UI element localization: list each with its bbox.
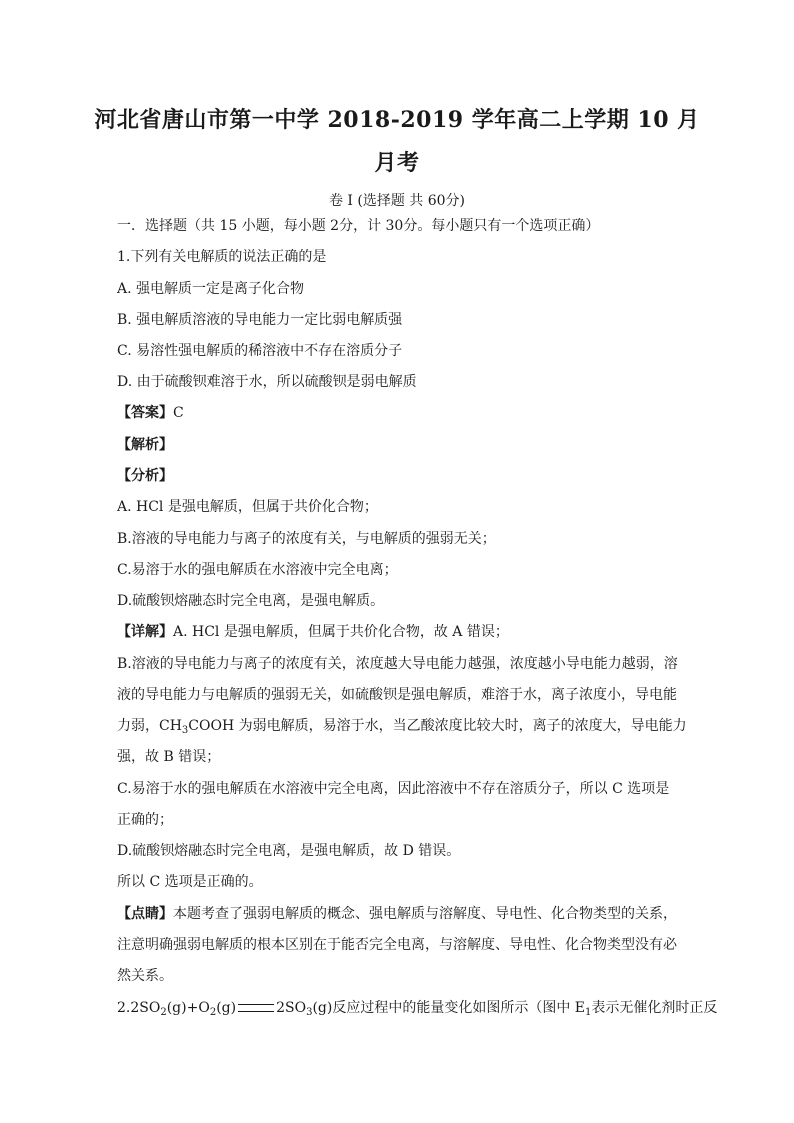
- detail-line: C.易溶于水的强电解质在水溶液中完全电离，因此溶液中不存在溶质分子，所以 C 选项是: [117, 781, 670, 797]
- subscript: 2: [209, 1007, 217, 1018]
- option-c: C. 易溶性强电解质的稀溶液中不存在溶质分子: [117, 343, 403, 359]
- option-d: D. 由于硫酸钡难溶于水，所以硫酸钡是弱电解质: [117, 374, 417, 390]
- volume-subtitle: 卷 I (选择题 共 60分): [328, 193, 466, 209]
- document-title-line2: 月考: [374, 150, 420, 176]
- dianjing-line: 然关系。: [117, 968, 173, 984]
- question-2-stem: [117, 999, 718, 1022]
- q2-text: 表示无催化剂时正反: [591, 1000, 718, 1016]
- detail-tag: 【详解】: [117, 624, 173, 640]
- fenxi-tag: 【分析】: [117, 468, 173, 484]
- detail-line: [117, 717, 687, 740]
- detail-line: D.硫酸钡熔融态时完全电离，是强电解质，故 D 错误。: [117, 843, 461, 859]
- q2-text: (g): [216, 1000, 237, 1016]
- subscript: 2: [160, 1007, 167, 1018]
- jiexi-tag: 【解析】: [117, 437, 173, 453]
- question-1-stem: 1.下列有关电解质的说法正确的是: [117, 249, 327, 265]
- q2-text: 2.2SO: [117, 1000, 161, 1016]
- subscript: 3: [306, 1007, 313, 1018]
- detail-line: 正确的；: [117, 812, 173, 828]
- document-title: 河北省唐山市第一中学 2018-2019 学年高二上学期 10 月: [94, 107, 700, 133]
- detail-text: A. HCl 是强电解质，但属于共价化合物，故 A 错误；: [173, 624, 509, 640]
- analysis-line: D.硫酸钡熔融态时完全电离，是强电解质。: [117, 593, 385, 609]
- detail-line: [117, 623, 679, 641]
- q2-text: (g)+O: [166, 1000, 210, 1016]
- q2-text: 2SO: [276, 1000, 307, 1016]
- detail-line: 液的导电能力与电解质的强弱无关，如硫酸钡是强电解质，难溶于水，离子浓度小，导电能: [117, 687, 677, 703]
- analysis-line: B.溶液的导电能力与离子的浓度有关，与电解质的强弱无关；: [117, 531, 496, 547]
- section-heading: 一．选择题（共 15 小题，每小题 2分，计 30分。每小题只有一个选项正确）: [117, 218, 600, 234]
- dianjing-tag: 【点睛】: [117, 906, 173, 922]
- option-a: A. 强电解质一定是离子化合物: [117, 281, 305, 297]
- subscript: 1: [585, 1007, 592, 1018]
- dianjing-text: 本题考查了强弱电解质的概念、强电解质与溶解度、导电性、化合物类型的关系，: [173, 906, 677, 922]
- dianjing-line: 注意明确强弱电解质的根本区别在于能否完全电离，与溶解度、导电性、化合物类型没有必: [117, 937, 677, 953]
- subscript: 3: [181, 725, 189, 736]
- dianjing-line: [117, 905, 679, 923]
- answer-tag: 【答案】: [117, 405, 173, 421]
- q2-text: (g)反应过程中的能量变化如图所示（图中 E: [312, 1000, 585, 1016]
- answer-value: C: [173, 405, 184, 421]
- detail-line: B.溶液的导电能力与离子的浓度有关，浓度越大导电能力越强，浓度越小导电能力越弱，溶: [117, 656, 678, 672]
- detail-text: COOH 为弱电解质，易溶于水，当乙酸浓度比较大时，离子的浓度大，导电能力: [188, 718, 687, 734]
- conclusion-line: 所以 C 选项是正确的。: [117, 874, 263, 890]
- equilibrium-arrow-icon: [238, 1004, 274, 1012]
- option-b: B. 强电解质溶液的导电能力一定比弱电解质强: [117, 312, 403, 328]
- answer-line: [117, 404, 679, 422]
- analysis-line: A. HCl 是强电解质，但属于共价化合物；: [117, 499, 378, 515]
- detail-text: 力弱，CH: [117, 718, 182, 734]
- detail-line: 强，故 B 错误；: [117, 749, 221, 765]
- analysis-line: C.易溶于水的强电解质在水溶液中完全电离；: [117, 562, 398, 578]
